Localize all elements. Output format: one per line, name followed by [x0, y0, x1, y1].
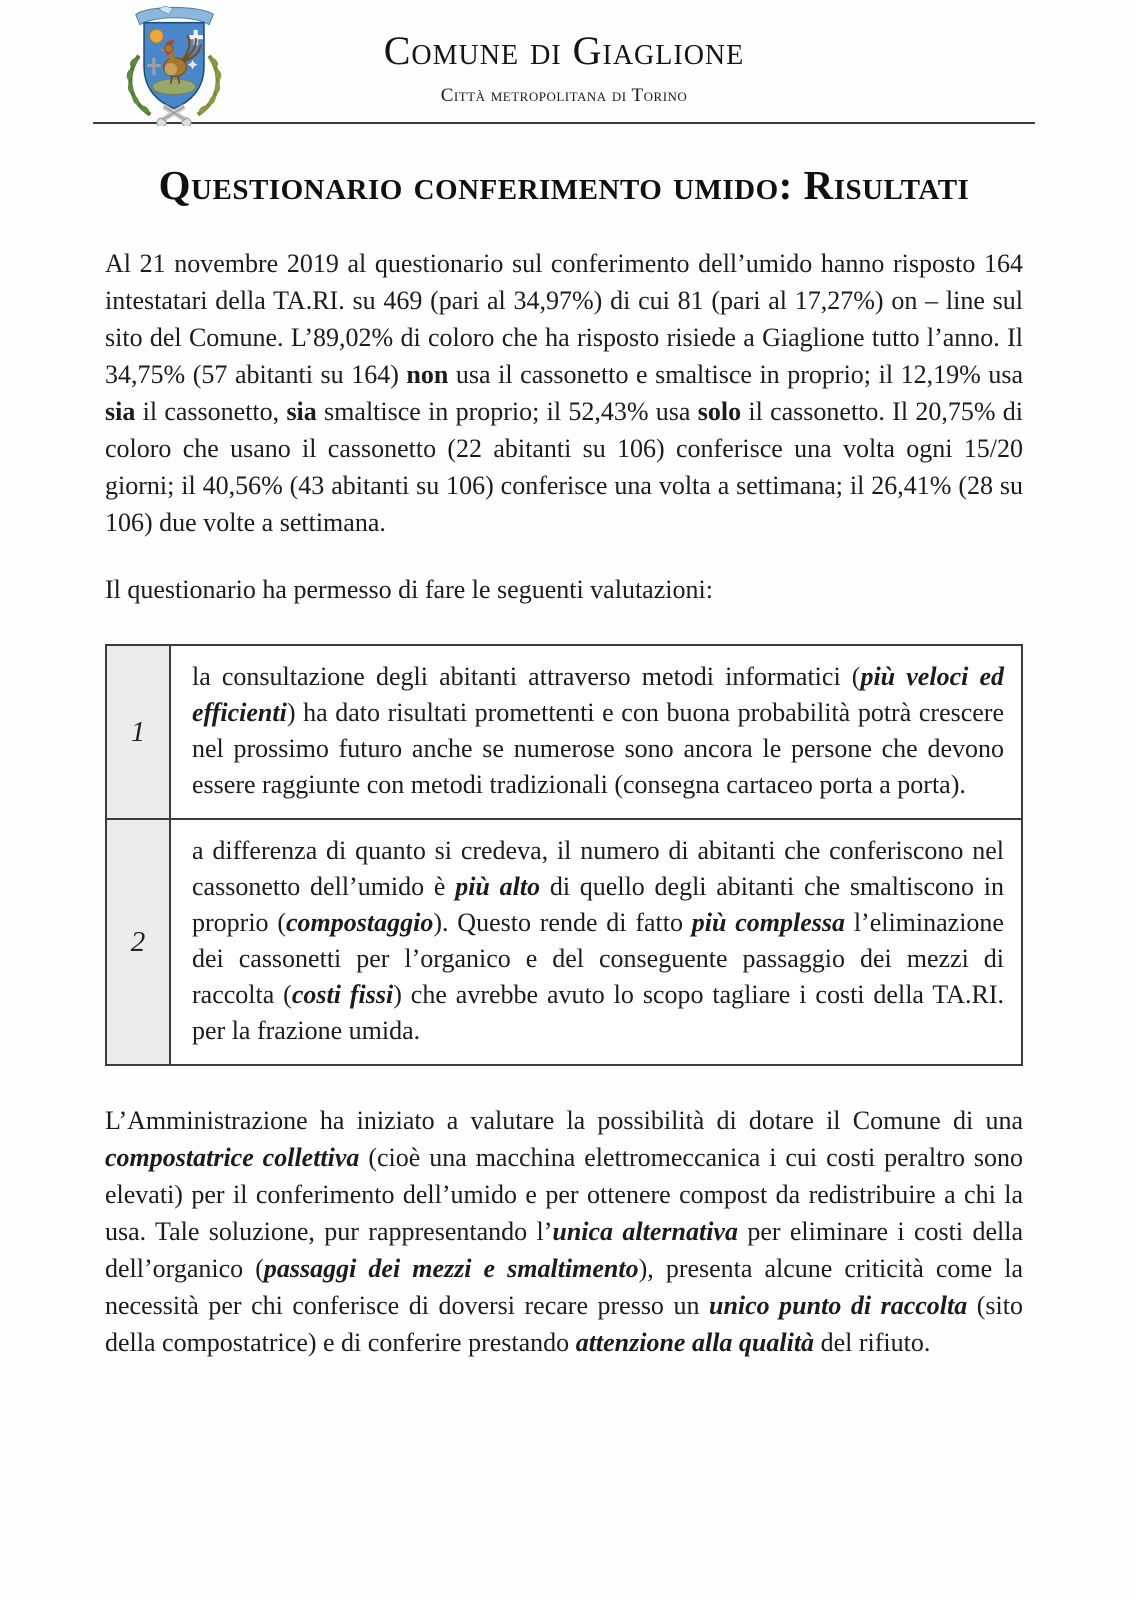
header-divider [93, 122, 1035, 124]
table-row [106, 645, 1022, 819]
evaluations-table [105, 644, 1023, 1066]
leadin-text: Il questionario ha permesso di fare le seguenti valutazioni: [105, 575, 713, 605]
municipality-name: Comune di Giaglione [383, 28, 745, 73]
table-row [106, 819, 1022, 1065]
document-body [105, 164, 1023, 1361]
document-title: Questionario conferimento umido: Risultati [158, 162, 970, 208]
closing-paragraph: L’Amministrazione ha iniziato a valutare la possibilità di dotare il Comune di una compostatrice collettiva (cioè una macchina elettromeccanica i cui costi peraltro sono elevati) per il conferimento dell’umido e per ottenere compost da redistribuire a chi la usa. Tale soluzione, pur rappresentando l’unica alternativa per eliminare i costi della dell’organico (passaggi dei mezzi e smaltimento), presenta alcune criticità come la necessità per chi conferisce di doversi recare presso un unico punto di raccolta (sito della compostatrice) e di conferire prestando attenzione alla qualità del rifiuto. [105, 1106, 1024, 1358]
coat-of-arms-icon [117, 2, 231, 126]
row-number-cell: 2 [106, 819, 170, 1065]
row-number-cell: 1 [106, 645, 170, 819]
intro-paragraph: Al 21 novembre 2019 al questionario sul conferimento dell’umido hanno risposto 164 intestatari della TA.RI. su 469 (pari al 34,97%) di cui 81 (pari al 17,27%) on – line sul sito del Comune. L’89,02% di coloro che ha risposto risiede a Giaglione tutto l’anno. Il 34,75% (57 abitanti su 164) non usa il cassonetto e smaltisce in proprio; il 12,19% usa sia il cassonetto, sia smaltisce in proprio; il 52,43% usa solo il cassonetto. Il 20,75% di coloro che usano il cassonetto (22 abitanti su 106) conferisce una volta ogni 15/20 giorni; il 40,56% (43 abitanti su 106) conferisce una volta a settimana; il 26,41% (28 su 106) due volte a settimana. [105, 249, 1023, 538]
row-text-cell: la consultazione degli abitanti attraverso metodi informatici (più veloci ed efficienti) ha dato risultati promettenti e con buona probabilità potrà crescere nel prossimo futuro anche se numerose sono ancora le persone che devono essere raggiunte con metodi tradizionali (consegna cartaceo porta a porta). [170, 645, 1022, 819]
municipality-subtitle: Città metropolitana di Torino [440, 85, 688, 106]
row-text-cell: a differenza di quanto si credeva, il numero di abitanti che conferiscono nel cassonetto dell’umido è più alto di quello degli abitanti che smaltiscono in proprio (compostaggio). Questo rende di fatto più complessa l’eliminazione dei cassonetti per l’organico e del conseguente passaggio dei mezzi di raccolta (costi fissi) che avrebbe avuto lo scopo tagliare i costi della TA.RI. per la frazione umida. [170, 819, 1022, 1065]
letterhead [105, 0, 1023, 124]
